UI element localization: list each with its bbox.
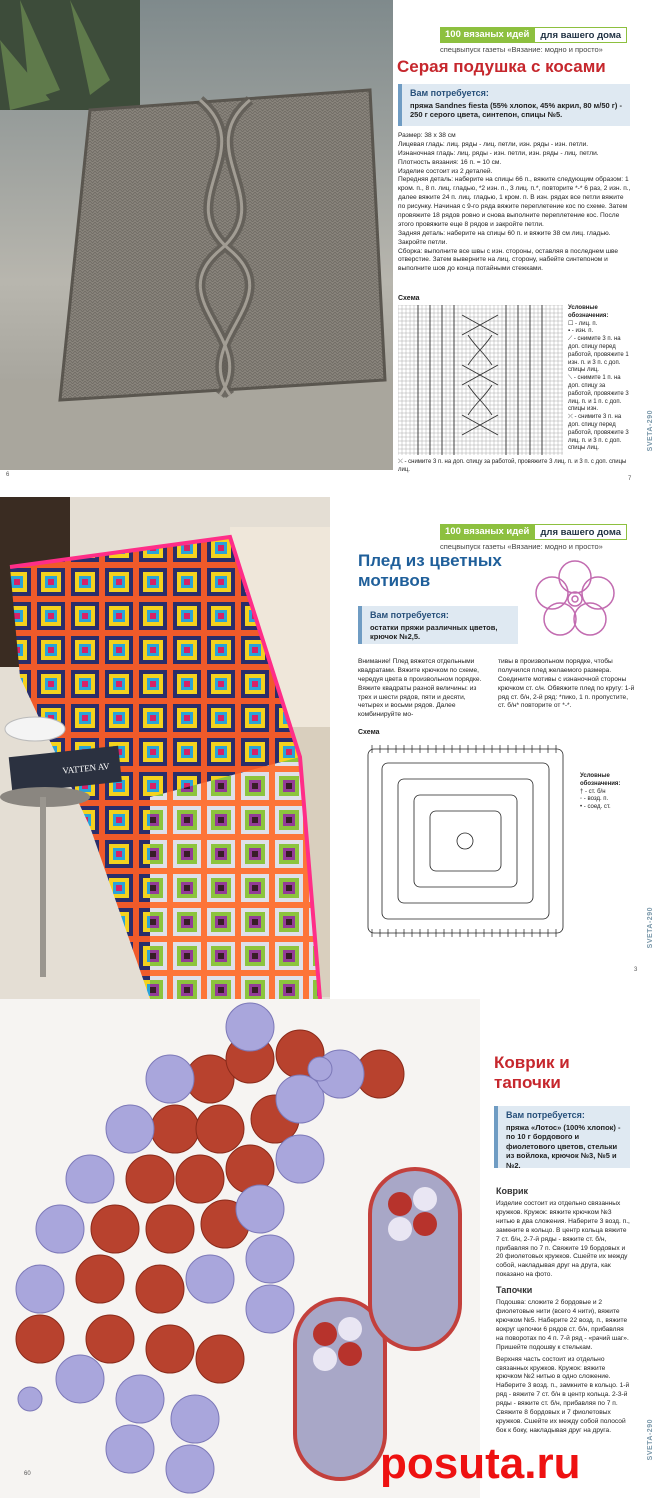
banner-part1: 100 вязаных идей bbox=[440, 524, 534, 540]
upper-text: Верхняя часть состоит из отдельно связанных кружков. Кружок: вяжите крючком №2 нитью в одно сложение. Наберите 3 возд. п., замкните в кольцо. 1-й ряд - вяжите 7 ст. б/н в центр кольца. 2-3-й ряды - вяжите ст. б/н, прибавляя по 7 п. Свяжите 8 бордовых и 7 фиолетовых кружков. Сшейте их между собой полосой бок к боку, накладывая друг на друга. bbox=[496, 1355, 630, 1434]
sole-text: Подошва: сложите 2 бордовые и 2 фиолетовые нити (всего 4 нити), вяжите крючком №5. Наберите 22 возд. п., вяжите вокруг цепочки 6 рядов ст. б/н, прибавляя на поворотах по 4 п. 7-й ряд - «рачий шаг». Пришейте подошву к стелькам. bbox=[496, 1299, 629, 1351]
legend bbox=[568, 305, 630, 453]
size-line: Размер: 38 х 38 см bbox=[398, 132, 456, 139]
page-number-left: 6 bbox=[6, 472, 10, 478]
crochet-chart bbox=[358, 741, 573, 941]
side-label-2: SVETA-290 bbox=[647, 907, 654, 949]
materials-heading: Вам потребуется: bbox=[506, 1110, 585, 1120]
parts-line: Изделие состоит из 2 деталей. bbox=[398, 167, 493, 175]
instructions-3 bbox=[496, 1185, 630, 1436]
legend-item: † - ст. б/н bbox=[580, 788, 606, 795]
side-label-3: SVETA-290 bbox=[647, 1419, 654, 1461]
cushion-photo bbox=[0, 0, 393, 470]
materials-heading: Вам потребуется: bbox=[370, 610, 449, 620]
legend-title: Условные обозначения: bbox=[580, 773, 621, 787]
page-cushion bbox=[0, 0, 660, 497]
instructions-col2: тивы в произвольном порядке, чтобы получился плед желаемого размера. Соедините мотивы с изнаночной стороны крючком ст. с/н. Обвяжите плед по кругу: 1-й ряд ст. б/н, 2-й ряд: *пико, 1 п. пропустите, ст. б/н* повторите от *-*. bbox=[498, 658, 635, 710]
instructions-col1: Внимание! Плед вяжется отдельными квадратами. Вяжите крючком по схеме, чередуя цвета в произвольном порядке. Вяжите квадраты разной величины: из трех и шести рядов, пяти и десяти, четырех и восьми рядов. Далее комбинируйте мо- bbox=[358, 658, 482, 719]
series-caption: спецвыпуск газеты «Вязание: модно и просто» bbox=[440, 45, 603, 54]
legend-item: ⟋ - снимите 3 п. на доп. спицу перед работой, провяжите 1 изн. п. и 3 п. с доп. спицы лиц. bbox=[568, 336, 629, 374]
banner-part2: для вашего дома bbox=[534, 27, 627, 43]
legend-item: ☐ - лиц. п. bbox=[568, 320, 598, 327]
legend-bottom: ⤬ - снимите 3 п. на доп. спицу за работой, провяжите 3 лиц. п. и 3 п. с доп. спицы лиц. bbox=[398, 459, 627, 474]
blanket-photo bbox=[0, 497, 330, 999]
assembly: Сборка: выполните все швы с изн. стороны, оставляя в последнем шве отверстие. Затем выверните на лиц. сторону, набейте синтепоном и выполните шов до конца потайными стежками. bbox=[398, 247, 619, 273]
slippers-heading: Тапочки bbox=[496, 1285, 533, 1296]
schema-label: Схема bbox=[398, 295, 420, 302]
series-banner-2 bbox=[440, 524, 627, 540]
legend-item: ▪ - изн. п. bbox=[568, 328, 594, 335]
legend-title: Условные обозначения: bbox=[568, 305, 609, 319]
page-rug bbox=[0, 999, 660, 1498]
page-number-2: 3 bbox=[634, 967, 638, 973]
legend-item: • - соед. ст. bbox=[580, 804, 611, 811]
flower-motif bbox=[530, 557, 620, 642]
legend-item: ◦ - возд. п. bbox=[580, 796, 609, 803]
page-blanket bbox=[0, 497, 660, 999]
materials-heading: Вам потребуется: bbox=[410, 88, 489, 98]
density-line: Плотность вязания: 16 п. = 10 см. bbox=[398, 158, 502, 166]
materials-box-2 bbox=[358, 606, 518, 644]
side-label: SVETA-290 bbox=[647, 410, 654, 452]
banner-part2: для вашего дома bbox=[534, 524, 627, 540]
rug-heading: Коврик bbox=[496, 1186, 529, 1196]
schema-label-2: Схема bbox=[358, 729, 380, 736]
page-title-2: Плед из цветных мотивов bbox=[358, 551, 502, 591]
rug-photo bbox=[0, 999, 480, 1498]
series-banner bbox=[440, 27, 627, 43]
materials-box bbox=[398, 84, 630, 126]
materials-text: остатки пряжи различных цветов, крючок №2,5. bbox=[370, 623, 498, 642]
page-number-right: 7 bbox=[628, 476, 632, 482]
face-stitch: Лицевая гладь: лиц. ряды - лиц. петли, изн. ряды - изн. петли. bbox=[398, 140, 589, 148]
banner-part1: 100 вязаных идей bbox=[440, 27, 534, 43]
materials-box-3 bbox=[494, 1106, 630, 1168]
instructions bbox=[398, 132, 632, 274]
legend-item: ⤫ - снимите 3 п. на доп. спицу перед работой, провяжите 3 лиц. п. и 3 п. с доп. спицы лиц. bbox=[568, 414, 629, 452]
page-title: Серая подушка с косами bbox=[397, 57, 606, 76]
materials-text: пряжа «Лотос» (100% хлопок) - по 10 г бордового и фиолетового цветов, стельки из войлока, крючок №3, №5 и №2. bbox=[506, 1123, 621, 1170]
legend-2 bbox=[580, 773, 642, 812]
page-title-3: Коврик и тапочки bbox=[494, 1053, 570, 1093]
rug-text: Изделие состоит из отдельно связанных кружков. Кружок: вяжите крючком №3 нитью в два сложения. Наберите 3 возд. п., замкните в кольцо. В центр кольца вяжите 7 ст. б/н, 2-7-й ряды - вяжите ст. б/н, прибавляя по 7 п. Свяжите 19 бордовых и 20 фиолетовых кружков. Сшейте их между собой, накладывая друг на друга, как показано на фото. bbox=[496, 1200, 630, 1279]
materials-text: пряжа Sandnes fiesta (55% хлопок, 45% акрил, 80 м/50 г) - 250 г серого цвета, синтепон, спицы №5. bbox=[410, 101, 622, 120]
page-number-3: 60 bbox=[24, 1471, 31, 1477]
knit-chart bbox=[398, 305, 563, 455]
back-piece: Задняя деталь: наберите на спицы 60 п. и вяжите 38 см лиц. гладью. Закройте петли. bbox=[398, 229, 611, 246]
series-caption-2: спецвыпуск газеты «Вязание: модно и просто» bbox=[440, 542, 603, 551]
book-title-1: VATTEN AV bbox=[61, 760, 111, 776]
watermark: posuta.ru bbox=[380, 1439, 581, 1488]
purl-stitch: Изнаночная гладь: лиц. ряды - изн. петли, изн. ряды - лиц. петли. bbox=[398, 149, 599, 157]
legend-item: ⟍ - снимите 1 п. на доп. спицу за работой, провяжите 3 лиц. п. и 1 п. с доп. спицы изн. bbox=[568, 375, 629, 413]
front-piece: Передняя деталь: наберите на спицы 66 п., вяжите следующим образом: 1 кром. п., 8 п. лиц. гладью, *2 изн. п., 3 лиц. п.*, повторите *-* 6 раз, 2 изн. п., далее вяжите 24 п. лиц. гладью, 1 кром. п. В изн. рядах все петли вяжите по рисунку. Начиная с 9-го ряда вяжите переплетение кос по схеме. Затем провяжите 18 рядов ровно и снова выполните переплетение кос. После этого провяжите еще 8 рядов и закройте петли. bbox=[398, 176, 631, 228]
